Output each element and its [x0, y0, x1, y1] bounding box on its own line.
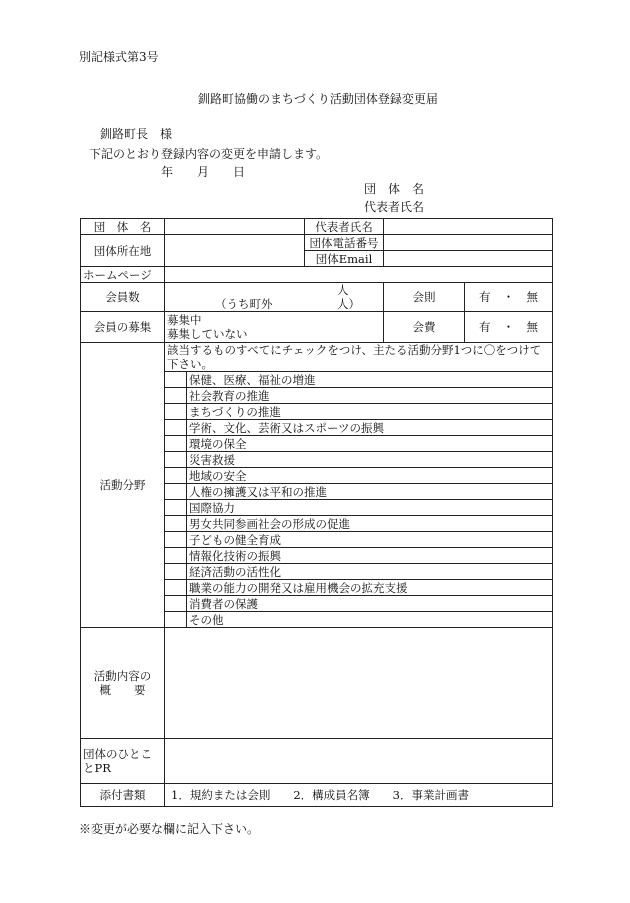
page-title: 釧路町協働のまちづくり活動団体登録変更届 — [198, 92, 438, 106]
field-option-label: 社会教育の推進 — [187, 388, 553, 404]
date-day: 日 — [233, 165, 246, 179]
field-checkbox-cell[interactable] — [165, 420, 187, 436]
addressee: 釧路町長 様 — [100, 127, 173, 141]
field-checkbox-cell[interactable] — [165, 596, 187, 612]
field-option-label: 消費者の保護 — [187, 596, 553, 612]
recruit-option-not-recruiting[interactable]: 募集していない — [167, 327, 248, 341]
homepage-value[interactable] — [165, 267, 553, 283]
field-option-label: 保健、医療、福祉の増進 — [187, 372, 553, 388]
group-name-label: 団 体 名 — [81, 219, 165, 235]
email-value[interactable] — [384, 251, 553, 267]
form-number: 別記様式第3号 — [79, 50, 159, 64]
field-checkbox-cell[interactable] — [165, 500, 187, 516]
pr-label: 団体のひとことPR — [81, 739, 165, 784]
request-text: 下記のとおり登録内容の変更を申請します。 — [89, 147, 329, 161]
field-checkbox-cell[interactable] — [165, 468, 187, 484]
field-label: 活動分野 — [81, 343, 165, 628]
field-checkbox-cell[interactable] — [165, 388, 187, 404]
field-option-label: 国際協力 — [187, 500, 553, 516]
field-option-label: 男女共同参画社会の形成の促進 — [187, 516, 553, 532]
email-label: 団体Email — [305, 251, 384, 267]
fee-no[interactable]: 無 — [526, 320, 538, 334]
rules-yes[interactable]: 有 — [479, 290, 491, 304]
attach-items: 1．規約または会則 2．構成員名簿 3．事業計画書 — [165, 784, 553, 807]
members-local-unit: 人） — [337, 297, 360, 311]
summary-value[interactable] — [165, 628, 553, 739]
date-year: 年 — [161, 165, 174, 179]
rules-label: 会則 — [384, 283, 465, 312]
field-checkbox-cell[interactable] — [165, 484, 187, 500]
members-value[interactable] — [165, 283, 384, 312]
field-checkbox-cell[interactable] — [165, 548, 187, 564]
field-option-label: 情報化技術の振興 — [187, 548, 553, 564]
field-checkbox-cell[interactable] — [165, 580, 187, 596]
fee-dot: ・ — [502, 320, 515, 334]
fee-options[interactable] — [465, 312, 553, 343]
recruit-options[interactable] — [165, 312, 384, 343]
field-option-label: まちづくりの推進 — [187, 404, 553, 420]
address-label: 団体所在地 — [81, 235, 165, 267]
attach-label: 添付書類 — [81, 784, 165, 807]
rules-dot: ・ — [502, 290, 515, 304]
field-option-label: 地域の安全 — [187, 468, 553, 484]
recruit-label: 会員の募集 — [81, 312, 165, 343]
rep-name-label: 代表者氏名 — [305, 219, 384, 235]
field-checkbox-cell[interactable] — [165, 564, 187, 580]
summary-label-line2: 概 要 — [99, 683, 146, 697]
field-checkbox-cell[interactable] — [165, 372, 187, 388]
field-option-label: 学術、文化、芸術又はスポーツの振興 — [187, 420, 553, 436]
fee-yes[interactable]: 有 — [479, 320, 491, 334]
rules-options[interactable] — [465, 283, 553, 312]
field-option-label: 子どもの健全育成 — [187, 532, 553, 548]
summary-label — [81, 628, 165, 739]
rules-no[interactable]: 無 — [526, 290, 538, 304]
date-month: 月 — [197, 165, 210, 179]
fee-label: 会費 — [384, 312, 465, 343]
field-option-label: 災害救援 — [187, 452, 553, 468]
members-person-unit: 人 — [337, 283, 349, 297]
homepage-label: ホームページ — [81, 267, 165, 283]
field-checkbox-cell[interactable] — [165, 612, 187, 628]
registration-form — [80, 218, 553, 807]
field-checkbox-cell[interactable] — [165, 452, 187, 468]
summary-label-line1: 活動内容の — [93, 669, 152, 683]
footnote: ※変更が必要な欄に記入下さい。 — [79, 822, 260, 836]
field-option-label: 職業の能力の開発又は雇用機会の拡充支援 — [187, 580, 553, 596]
members-label: 会員数 — [81, 283, 165, 312]
rep-name-value[interactable] — [384, 219, 553, 235]
field-option-label: 環境の保全 — [187, 436, 553, 452]
field-checkbox-cell[interactable] — [165, 516, 187, 532]
recruit-option-recruiting[interactable]: 募集中 — [167, 313, 202, 327]
field-option-label: 経済活動の活性化 — [187, 564, 553, 580]
field-checkbox-cell[interactable] — [165, 532, 187, 548]
sign-rep-name: 代表者氏名 — [364, 200, 425, 214]
field-option-label: その他 — [187, 612, 553, 628]
phone-label: 団体電話番号 — [305, 235, 384, 251]
field-instruction: 該当するものすべてにチェックをつけ、主たる活動分野1つに〇をつけて下さい。 — [165, 343, 553, 372]
field-checkbox-cell[interactable] — [165, 404, 187, 420]
field-option-label: 人権の擁護又は平和の推進 — [187, 484, 553, 500]
group-name-value[interactable] — [165, 219, 305, 235]
phone-value[interactable] — [384, 235, 553, 251]
address-value[interactable] — [165, 235, 305, 267]
pr-value[interactable] — [165, 739, 553, 784]
field-checkbox-cell[interactable] — [165, 436, 187, 452]
sign-group-name: 団 体 名 — [364, 182, 425, 196]
members-local-prefix: （うち町外 — [215, 297, 273, 311]
